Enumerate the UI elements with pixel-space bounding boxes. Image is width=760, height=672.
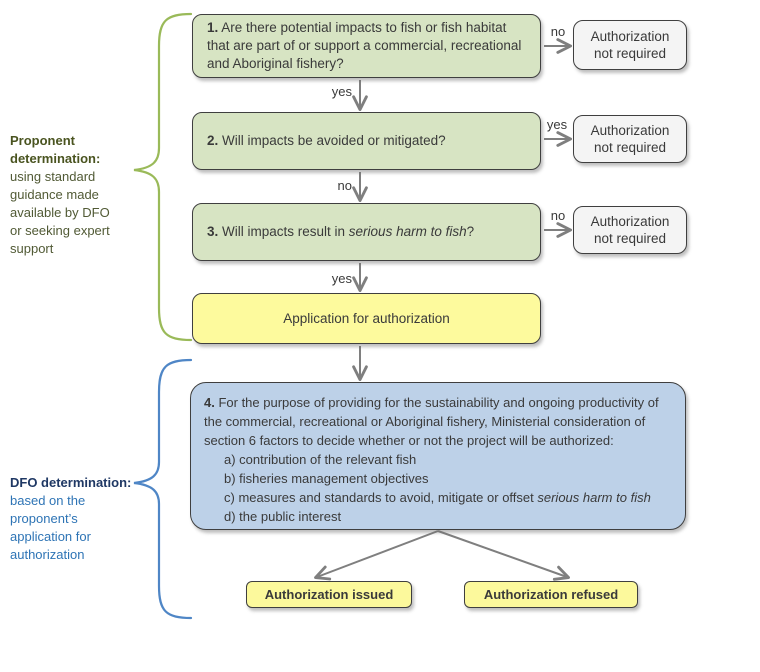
decision-box-4-text <box>204 393 673 526</box>
auth-not-required-label: Authorization not required <box>590 123 670 155</box>
serious-harm-italic: serious harm to fish <box>348 224 467 239</box>
arrow-decision-to-issued <box>317 531 438 577</box>
auth-not-required-box-1 <box>573 20 687 70</box>
question-number: 2. <box>207 133 219 148</box>
outcome-issued-label: Authorization issued <box>264 586 394 602</box>
dfo-determination-body: based on the proponent’s application for authorization <box>10 493 91 562</box>
question-number: 3. <box>207 224 219 239</box>
auth-not-required-label: Authorization not required <box>590 29 670 61</box>
application-box-label: Application for authorization <box>283 310 450 326</box>
proponent-determination-label <box>10 132 150 258</box>
outcome-refused-label: Authorization refused <box>483 586 619 602</box>
auth-not-required-label: Authorization not required <box>590 214 670 246</box>
outcome-issued-box <box>246 581 412 608</box>
serious-harm-italic: serious harm to fish <box>537 490 651 505</box>
decision-intro: 4. For the purpose of providing for the sustainability and ongoing productivity of the commercial, recreational or Aboriginal fishery, Ministerial consideration of section 6 factors to decide whether or not the project will be authorized: <box>204 395 659 448</box>
edge-label-q2-no: no <box>337 178 352 193</box>
edge-label-q2-yes: yes <box>546 117 568 132</box>
question-box-3-text: 3. Will impacts result in serious harm to fish? <box>207 224 475 239</box>
application-box <box>192 293 541 344</box>
edge-label-q3-no: no <box>550 208 566 223</box>
factor-a: a) contribution of the relevant fish <box>224 452 417 467</box>
question-box-2 <box>192 112 541 170</box>
auth-not-required-box-3 <box>573 206 687 254</box>
edge-label-q1-no: no <box>550 24 566 39</box>
auth-not-required-box-2 <box>573 115 687 163</box>
dfo-determination-heading: DFO determination: <box>10 475 132 490</box>
factor-d: d) the public interest <box>224 509 342 524</box>
question-number: 1. <box>207 20 219 35</box>
decision-factor-list <box>204 450 673 526</box>
decision-box-4 <box>190 382 686 530</box>
edge-label-q3-yes: yes <box>331 271 352 286</box>
edge-label-q1-yes: yes <box>331 84 352 99</box>
proponent-determination-heading: Proponent determination: <box>10 133 101 166</box>
question-box-2-text: 2. Will impacts be avoided or mitigated? <box>207 133 446 148</box>
outcome-refused-box <box>464 581 638 608</box>
factor-c: c) measures and standards to avoid, mitigate or offset serious harm to fish <box>224 490 651 505</box>
proponent-determination-body: using standard guidance made available by DFO or seeking expert support <box>10 169 110 256</box>
question-box-3 <box>192 203 541 261</box>
factor-b: b) fisheries management objectives <box>224 471 429 486</box>
dfo-determination-label <box>10 474 170 564</box>
question-box-1-text: 1. Are there potential impacts to fish or fish habitat that are part of or support a commercial, recreational and Aboriginal fishery? <box>207 20 522 71</box>
arrow-decision-to-refused <box>438 531 567 577</box>
question-number: 4. <box>204 395 215 410</box>
question-box-1 <box>192 14 541 78</box>
